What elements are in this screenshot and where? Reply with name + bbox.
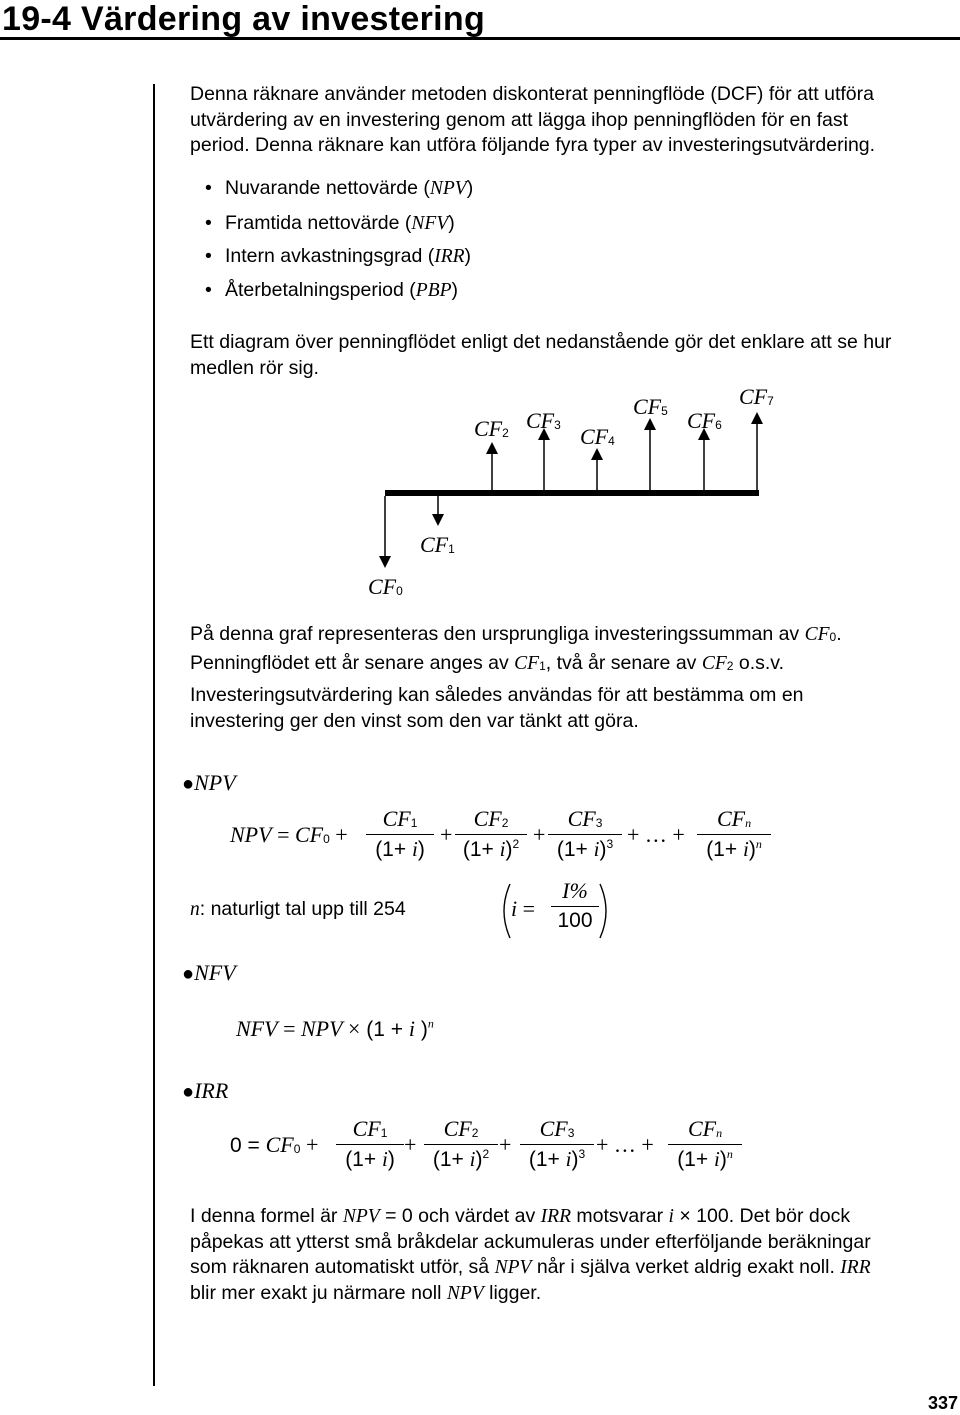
i-definition-lhs: i = xyxy=(511,896,536,921)
n-note: n: naturligt tal upp till 254 xyxy=(190,898,406,920)
bullet-icon: ● xyxy=(182,773,195,795)
label-cf7: $CF_7$ xyxy=(739,384,774,409)
bullet-pbp: • Återbetalningsperiod (PBP) xyxy=(205,279,459,301)
irr-note xyxy=(190,1204,950,1306)
npv-heading: ●NPV xyxy=(182,770,236,795)
npv-formula-lhs: NPV = $CF_0$ + xyxy=(230,822,348,847)
irr-frac-2: $CF_2$ $(1+ i)^2$ xyxy=(424,1116,498,1172)
page-title: 19-4 Värdering av investering xyxy=(2,0,486,38)
npv-frac-3: $CF_3$ $(1+ i)^3$ xyxy=(548,806,622,862)
bullet-icon: • xyxy=(205,177,212,199)
npv-frac-n: $CF_n$ $(1+ i)^n$ xyxy=(697,806,771,862)
bullet-nfv: • Framtida nettovärde (NFV) xyxy=(205,212,455,234)
nfv-heading: ●NFV xyxy=(182,960,236,985)
bullet-irr: • Intern avkastningsgrad (IRR) xyxy=(205,245,472,267)
bullet-npv: • Nuvarande nettovärde (NPV) xyxy=(205,177,474,199)
label-cf0: $CF_0$ xyxy=(368,574,403,599)
irr-formula-lhs: $0 = CF_0$ + xyxy=(230,1132,319,1157)
plus-sign: + xyxy=(440,822,453,847)
irr-note-line: som räknaren automatiskt utför, så NPV når i själva verket aldrig exakt noll. IRR xyxy=(190,1256,871,1278)
evaluation-line: Investeringsutvärdering kan således användas för att bestämma om en xyxy=(190,684,804,706)
ellipsis-terms: + … + xyxy=(596,1132,654,1157)
bullet-icon: ● xyxy=(182,963,195,985)
plus-sign: + xyxy=(499,1132,512,1157)
bullet-icon: • xyxy=(205,212,212,234)
irr-frac-1: $CF_1$ (1+ i) xyxy=(336,1116,404,1172)
bullet-icon: • xyxy=(205,245,212,267)
intro-line: utvärdering av en investering genom att lägga ihop penningflöden för en fast xyxy=(190,108,849,131)
irr-note-line: påpekas att ytterst små bråkdelar ackumuleras under efterföljande beräkningar xyxy=(190,1230,871,1253)
diagram-intro xyxy=(190,330,950,381)
irr-frac-n: $CF_n$ $(1+ i)^n$ xyxy=(668,1116,742,1172)
irr-note-line: I denna formel är NPV = 0 och värdet av IRR motsvarar i × 100. Det bör dock xyxy=(190,1205,851,1227)
graph-explanation xyxy=(190,622,950,679)
bullet-icon: ● xyxy=(182,1081,195,1103)
npv-frac-1: $CF_1$ (1+ i) xyxy=(366,806,434,862)
intro-line: Denna räknare använder metoden diskonterat penningflöde (DCF) för att utföra xyxy=(190,83,874,105)
label-cf2: $CF_2$ xyxy=(474,416,509,441)
plus-sign: + xyxy=(533,822,546,847)
intro-paragraph xyxy=(190,82,950,159)
diagram-intro-line: Ett diagram över penningflödet enligt det nedanstående gör det enklare att se hur xyxy=(190,331,892,353)
timeline-bar xyxy=(385,490,759,496)
bullet-icon: • xyxy=(205,279,212,301)
page-number: 337 xyxy=(927,1393,958,1413)
label-cf3: $CF_3$ xyxy=(526,408,561,433)
arrowhead-icon xyxy=(751,412,763,424)
diagram-intro-line: medlen rör sig. xyxy=(190,356,319,379)
irr-heading: ●IRR xyxy=(182,1078,229,1103)
i-definition-frac: I% 100 xyxy=(551,878,599,933)
evaluation-paragraph xyxy=(190,683,950,734)
plus-sign: + xyxy=(404,1132,417,1157)
arrowhead-icon xyxy=(379,556,391,568)
margin-rule xyxy=(153,84,155,1386)
label-cf6: $CF_6$ xyxy=(687,408,722,433)
label-cf5: $CF_5$ xyxy=(633,394,668,419)
irr-frac-3: $CF_3$ $(1+ i)^3$ xyxy=(520,1116,594,1172)
arrowhead-icon xyxy=(432,514,444,526)
graph-line: På denna graf representeras den ursprungliga investeringssumman av $CF_0$. xyxy=(190,623,842,645)
label-cf4: $CF_4$ xyxy=(580,424,615,449)
arrowhead-icon xyxy=(486,442,498,454)
intro-line: period. Denna räknare kan utföra följande fyra typer av investeringsutvärdering. xyxy=(190,134,876,156)
nfv-formula: NFV = NPV × (1 + i )$^n$ xyxy=(236,1016,434,1041)
ellipsis-terms: + … + xyxy=(627,822,685,847)
evaluation-line: investering ger den vinst som den var tänkt att göra. xyxy=(190,709,639,732)
graph-line: Penningflödet ett år senare anges av $CF_1$, två år senare av $CF_2$ o.s.v. xyxy=(190,651,785,674)
npv-frac-2: $CF_2$ $(1+ i)^2$ xyxy=(455,806,527,862)
irr-note-line: blir mer exakt ju närmare noll NPV ligger. xyxy=(190,1281,542,1304)
label-cf1: $CF_1$ xyxy=(420,532,455,557)
